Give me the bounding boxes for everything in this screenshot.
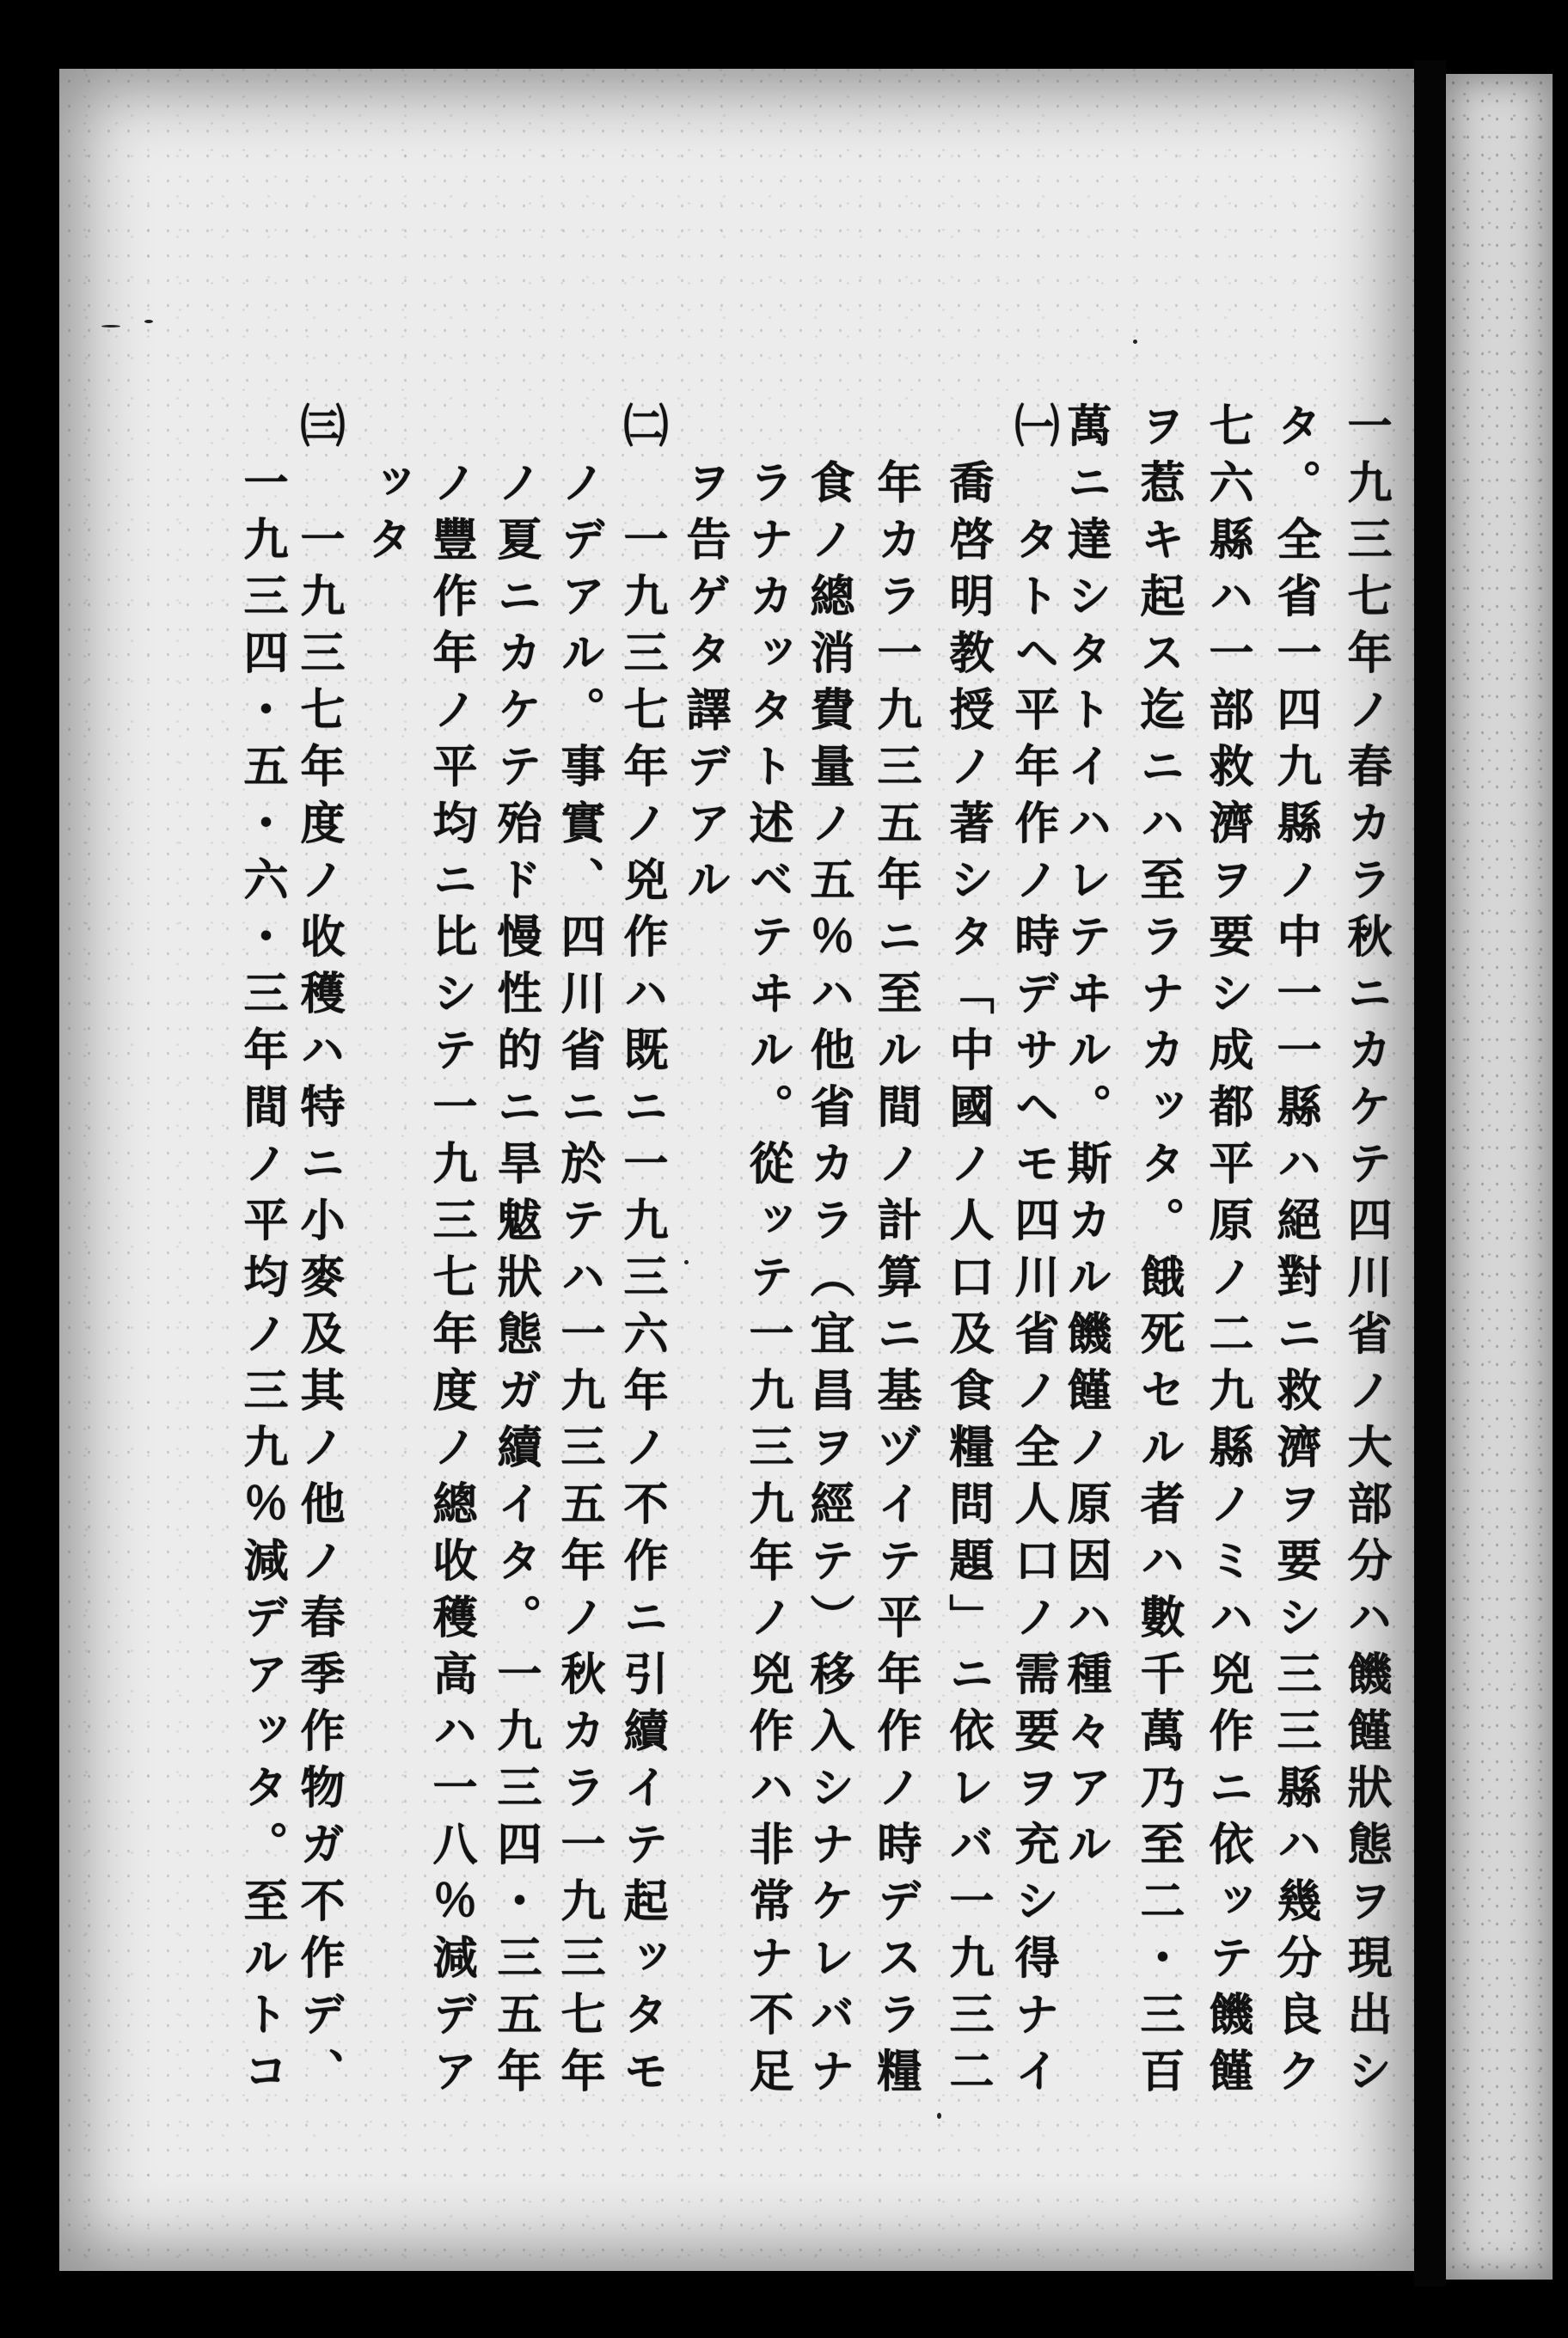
text-column: ノデアル。事實、四川省ニ於テハ一九三五年ノ秋カラ一九三七年 bbox=[553, 459, 605, 2104]
text-column: 年カラ一九三五年ニ至ル間ノ計算ニ基ヅイテ平年作ノ時デスラ糧 bbox=[869, 459, 922, 2104]
section-marker: ㈠ bbox=[1007, 402, 1059, 459]
text-column: ヲ惹キ起ス迄ニハ至ラナカッタ。餓死セル者ハ數千萬乃至二・三百 bbox=[1132, 402, 1185, 2104]
section-marker: ㈢ bbox=[292, 402, 345, 459]
text-column: 一九三七年ノ兇作ハ既ニ一九三六年ノ不作ニ引續イテ起ッタモ bbox=[616, 516, 668, 2104]
page-gutter bbox=[1414, 60, 1446, 2286]
text-column: 七六縣ハ一部救濟ヲ要シ成都平原ノ二九縣ノミハ兇作ニ依ッテ饑饉 bbox=[1201, 402, 1253, 2104]
text-column: 一九三七年度ノ收穫ハ特ニ小麥及其ノ他ノ春季作物ガ不作デ、 bbox=[292, 516, 345, 2104]
scan-speck bbox=[101, 325, 120, 327]
text-column: ヲ告ゲタ譯デアル bbox=[678, 459, 731, 913]
text-column: 一九三七年ノ春カラ秋ニカケテ四川省ノ大部分ハ饑饉狀態ヲ現出シ bbox=[1339, 402, 1392, 2104]
text-column: 一九三四・五・六・三年間ノ平均ノ三九％減デアッタ。至ルトコ bbox=[236, 459, 288, 2104]
scan-speck bbox=[684, 1260, 689, 1264]
text-column: 喬啓明教授ノ著シタ「中國ノ人口及食糧問題」ニ依レバ一九三二 bbox=[941, 459, 994, 2104]
text-column: ッタ bbox=[359, 459, 412, 572]
scan-speck bbox=[937, 2113, 941, 2119]
text-column: タトヘ平年作ノ時デサヘモ四川省ノ全人口ノ需要ヲ充シ得ナイ bbox=[1007, 516, 1059, 2104]
scan-speck bbox=[144, 320, 153, 323]
text-column: ノ豐作年ノ平均ニ比シテ一九三七年度ノ總收穫高ハ一八％減デア bbox=[425, 459, 477, 2104]
text-column: 萬ニ達シタトイハレテヰル。斯カル饑饉ノ原因ハ種々アル bbox=[1059, 402, 1112, 1877]
text-column: 食ノ總消費量ノ五％ハ他省カラ（宜昌ヲ經テ）移入シナケレバナ bbox=[802, 459, 854, 2104]
section-marker: ㈡ bbox=[616, 402, 668, 459]
text-column: タ。全省一四九縣ノ中一一縣ハ絕對ニ救濟ヲ要シ三三縣ハ幾分良ク bbox=[1269, 402, 1321, 2104]
adjacent-page-edge bbox=[1446, 74, 1553, 2280]
text-column: ノ夏ニカケテ殆ド慢性的ニ旱魃狀態ガ續イタ。一九三四・三五年 bbox=[489, 459, 542, 2104]
scan-speck bbox=[1133, 340, 1137, 344]
text-column: ラナカッタト述ベテヰル。從ッテ一九三九年ノ兇作ハ非常ナ不足 bbox=[741, 459, 793, 2104]
